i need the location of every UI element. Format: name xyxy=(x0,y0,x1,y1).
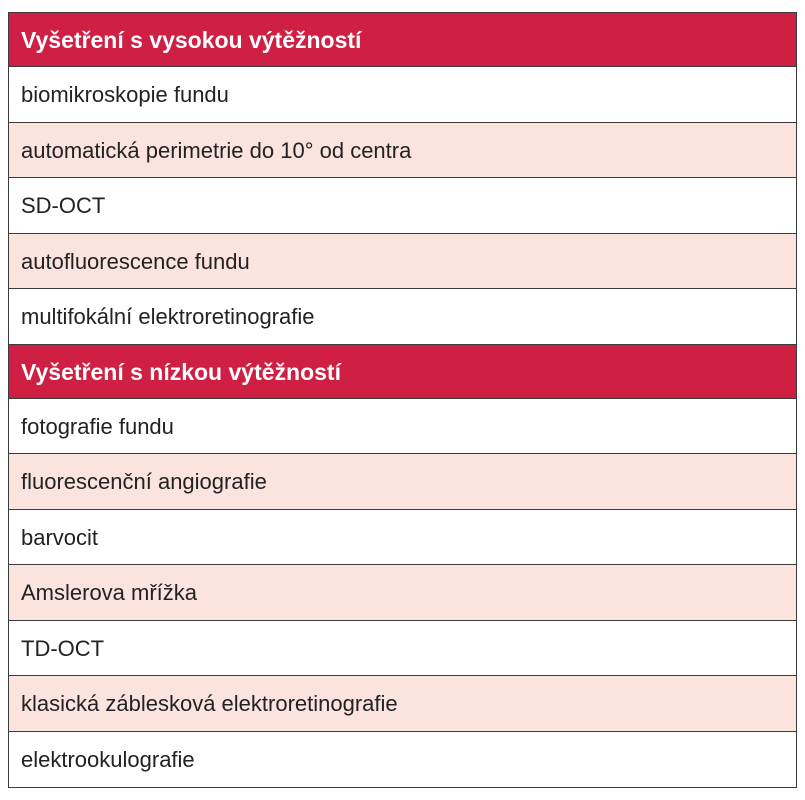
table-row: barvocit xyxy=(9,510,796,566)
section-header-low-yield: Vyšetření s nízkou výtěžností xyxy=(9,345,796,399)
table-row: TD-OCT xyxy=(9,621,796,677)
table-row: elektrookulografie xyxy=(21,746,195,772)
table-row: biomikroskopie fundu xyxy=(9,67,796,123)
table-row: SD-OCT xyxy=(9,178,796,234)
table-row: fotografie fundu xyxy=(9,399,796,455)
table-row: klasická záblesková elektroretinografie xyxy=(9,676,796,732)
table-row: Amslerova mřížka xyxy=(9,565,796,621)
table-row: automatická perimetrie do 10° od centra xyxy=(9,123,796,179)
exam-table xyxy=(8,12,797,788)
table-row: fluorescenční angiografie xyxy=(9,454,796,510)
section-header-high-yield: Vyšetření s vysokou výtěžností xyxy=(9,13,796,67)
table-row: autofluorescence fundu xyxy=(9,234,796,290)
table-row: multifokální elektroretinografie xyxy=(9,289,796,345)
